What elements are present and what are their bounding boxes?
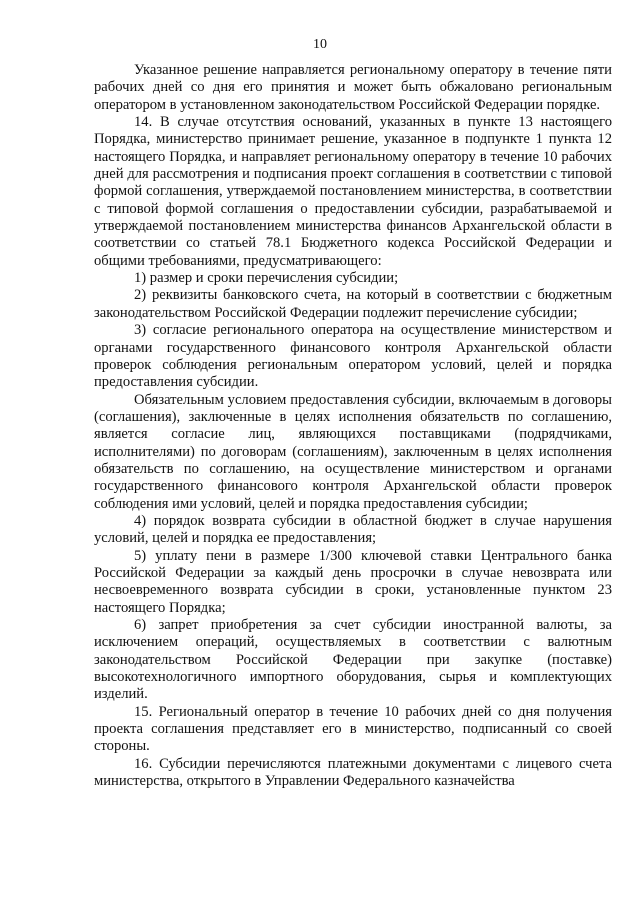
paragraph-decision-notice: Указанное решение направляется региональному оператору в течение пяти рабочих дней со дня его принятия и может быть обжаловано региональным оператором в установленном законодательством Российской Федерации порядке.	[94, 62, 612, 113]
document-body	[94, 62, 612, 790]
list-item-6: 6) запрет приобретения за счет субсидии иностранной валюты, за исключением операций, осуществляемых в соответствии с валютным законодательством Российской Федерации при закупке (поставке) высокотехнологичного импортного оборудования, сырья и комплектующих изделий.	[94, 617, 612, 703]
list-item-4: 4) порядок возврата субсидии в областной бюджет в случае нарушения условий, целей и порядка ее предоставления;	[94, 512, 612, 547]
list-item-2: 2) реквизиты банковского счета, на который в соответствии с бюджетным законодательством Российской Федерации подлежит перечисление субсидии;	[94, 287, 612, 321]
list-item-5: 5) уплату пени в размере 1/300 ключевой ставки Центрального банка Российской Федерации за каждый день просрочки в случае невозврата или несвоевременного возврата субсидии в сроки, установленные пунктом 23 настоящего Порядка;	[94, 547, 612, 616]
list-item-3: 3) согласие регионального оператора на осуществление министерством и органами государственного финансового контроля Архангельской области проверок соблюдения региональным оператором условий, целей и порядка предоставления субсидии.	[94, 322, 612, 391]
list-item-1: 1) размер и сроки перечисления субсидии;	[134, 270, 399, 287]
paragraph-15: 15. Региональный оператор в течение 10 рабочих дней со дня получения проекта соглашения представляет его в министерство, подписанный со своей стороны.	[94, 703, 612, 755]
paragraph-14: 14. В случае отсутствия оснований, указанных в пункте 13 настоящего Порядка, министерство принимает решение, указанное в подпункте 1 пункта 12 настоящего Порядка, и направляет региональному оператору в течение 10 рабочих дней для рассмотрения и подписания проект соглашения в соответствии с типовой формой соглашения, утверждаемой постановлением министерства, в соответствии с типовой формой соглашения о предоставлении субсидии, разрабатываемой и утверждаемой постановлением министерства финансов Архангельской области в соответствии со статьей 78.1 Бюджетного кодекса Российской Федерации и общими требованиями, предусматривающего:	[94, 114, 612, 269]
page-number: 10	[313, 37, 327, 52]
paragraph-16: 16. Субсидии перечисляются платежными документами с лицевого счета министерства, открытого в Управлении Федерального казначейства	[94, 755, 612, 790]
paragraph-mandatory-condition: Обязательным условием предоставления субсидии, включаемым в договоры (соглашения), заключенные в целях исполнения обязательств по соглашению, является согласие лиц, являющихся поставщиками (подрядчиками, исполнителями) по договорам (соглашениям), заключенным в целях исполнения обязательств по соглашению, на осуществление министерством и органами государственного финансового контроля Архангельской области проверок соблюдения ими условий, целей и порядка предоставления субсидии;	[94, 391, 612, 512]
